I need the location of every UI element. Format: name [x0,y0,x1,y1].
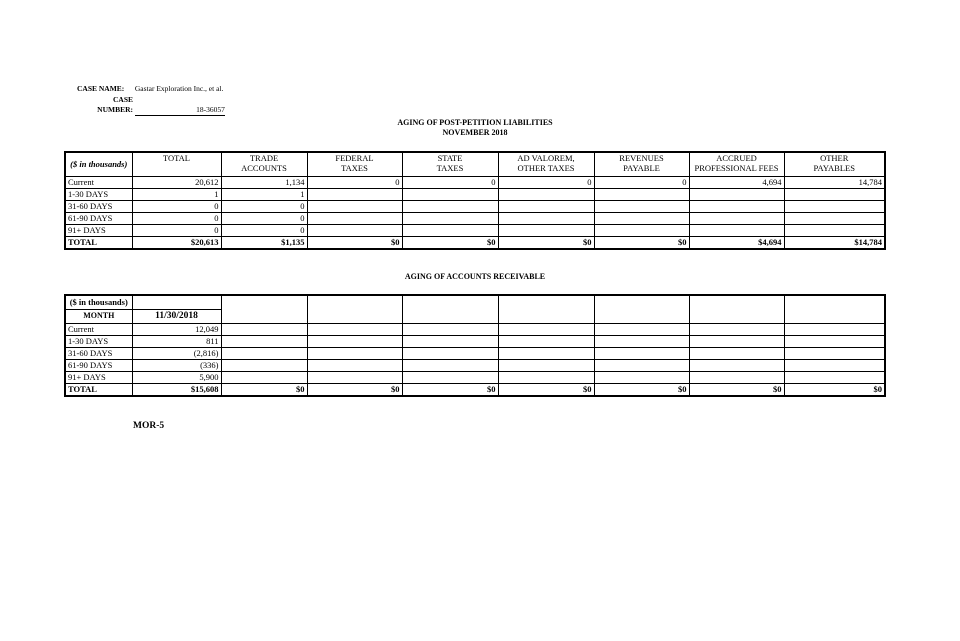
table-cell: 5,900 [132,371,221,383]
empty-cell [307,371,402,383]
table-cell [594,212,689,224]
header-line: ACCOUNTS [241,163,287,173]
row-label: 91+ DAYS [65,371,132,383]
empty-cell [402,347,498,359]
liabilities-column-header [689,152,784,176]
table-cell: (336) [132,359,221,371]
table-cell [689,200,784,212]
table-cell [594,224,689,236]
case-number-line [77,95,225,116]
empty-cell [594,371,689,383]
header-line: TOTAL [162,153,191,163]
table-cell [402,188,498,200]
liabilities-header-row [65,152,885,176]
empty-cell [221,347,307,359]
header-line: OTHER [820,153,849,163]
table-cell [498,224,594,236]
receivables-unit-label: ($ in thousands) [65,295,132,309]
row-label: 31-60 DAYS [65,347,132,359]
total-cell: $0 [498,236,594,249]
table-cell [307,224,402,236]
total-cell: $0 [307,236,402,249]
empty-cell [689,323,784,335]
total-cell: $4,694 [689,236,784,249]
empty-cell [689,335,784,347]
empty-cell [221,323,307,335]
table-row [65,359,885,371]
liabilities-column-header [221,152,307,176]
row-label: Current [65,176,132,188]
empty-cell [498,347,594,359]
blank-header-cell [689,295,784,323]
total-label: TOTAL [65,236,132,249]
row-label: Current [65,323,132,335]
table-cell [402,224,498,236]
header-line: OTHER TAXES [517,163,575,173]
table-cell: 0 [132,224,221,236]
case-name-value: Gastar Exploration Inc., et al. [134,84,224,93]
table-cell [307,212,402,224]
table-cell [689,224,784,236]
table-cell: 0 [221,200,307,212]
empty-cell [784,371,885,383]
table-cell: 1 [132,188,221,200]
liabilities-title: AGING OF POST-PETITION LIABILITIES [397,118,553,127]
table-cell: 0 [132,200,221,212]
blank-header-cell [132,295,221,309]
table-row [65,335,885,347]
table-cell [402,200,498,212]
empty-cell [594,359,689,371]
table-cell [594,188,689,200]
empty-cell [594,335,689,347]
row-label: 31-60 DAYS [65,200,132,212]
table-cell: 0 [594,176,689,188]
table-row [65,212,885,224]
empty-cell [498,323,594,335]
total-cell: $0 [689,383,784,396]
total-cell: $0 [307,383,402,396]
table-cell [307,188,402,200]
receivables-table [64,294,886,397]
empty-cell [307,359,402,371]
empty-cell [784,323,885,335]
empty-cell [689,371,784,383]
empty-cell [307,347,402,359]
table-cell: 0 [221,224,307,236]
row-label: 61-90 DAYS [65,359,132,371]
blank-header-cell [784,295,885,323]
total-cell: $1,135 [221,236,307,249]
liabilities-column-header [402,152,498,176]
header-line: REVENUES [619,153,664,163]
table-row [65,176,885,188]
table-row [65,188,885,200]
total-cell: $0 [594,383,689,396]
empty-cell [402,323,498,335]
blank-header-cell [594,295,689,323]
liabilities-table [64,151,886,250]
receivables-unit-row [65,295,885,309]
liabilities-subtitle: NOVEMBER 2018 [442,128,508,137]
table-cell [307,200,402,212]
row-label: 91+ DAYS [65,224,132,236]
table-row [65,323,885,335]
total-cell: $0 [498,383,594,396]
empty-cell [689,359,784,371]
form-id: MOR-5 [133,421,165,431]
table-cell [498,212,594,224]
row-label: 61-90 DAYS [65,212,132,224]
total-cell: $0 [594,236,689,249]
header-line: STATE [437,153,463,163]
table-cell: 20,612 [132,176,221,188]
table-cell: (2,816) [132,347,221,359]
empty-cell [402,335,498,347]
empty-cell [221,359,307,371]
total-row [65,236,885,249]
table-cell: 1 [221,188,307,200]
blank-header-cell [402,295,498,323]
table-cell: 14,784 [784,176,885,188]
liabilities-column-header [784,152,885,176]
total-cell: $14,784 [784,236,885,249]
case-name-line [77,84,223,94]
table-cell [689,188,784,200]
empty-cell [498,335,594,347]
empty-cell [307,323,402,335]
total-label: TOTAL [65,383,132,396]
empty-cell [402,359,498,371]
table-cell [784,212,885,224]
table-cell [594,200,689,212]
table-cell: 12,049 [132,323,221,335]
header-line: ACCRUED [716,153,757,163]
table-cell [498,188,594,200]
liabilities-column-header [498,152,594,176]
empty-cell [221,371,307,383]
total-cell: $0 [221,383,307,396]
table-cell: 0 [221,212,307,224]
empty-cell [498,359,594,371]
empty-cell [784,359,885,371]
total-row [65,383,885,396]
table-cell [784,188,885,200]
liabilities-unit-label: ($ in thousands) [65,152,132,176]
row-label: 1-30 DAYS [65,188,132,200]
case-number-value: 18-36057 [135,105,225,116]
empty-cell [307,335,402,347]
case-name-label: CASE NAME: [77,84,125,93]
empty-cell [594,347,689,359]
header-line: TRADE [249,153,279,163]
total-cell: $0 [784,383,885,396]
header-line: FEDERAL [335,153,374,163]
liabilities-column-header [594,152,689,176]
header-line: PROFESSIONAL FEES [694,163,779,173]
table-cell [402,212,498,224]
table-cell: 811 [132,335,221,347]
table-cell: 0 [498,176,594,188]
empty-cell [498,371,594,383]
month-label: MONTH [65,309,132,323]
empty-cell [594,323,689,335]
total-cell: $0 [402,383,498,396]
table-cell [689,212,784,224]
table-cell [498,200,594,212]
table-cell [784,224,885,236]
header-line: AD VALOREM, [517,153,575,163]
empty-cell [689,347,784,359]
table-row [65,371,885,383]
month-value: 11/30/2018 [132,309,221,323]
table-cell: 1,134 [221,176,307,188]
table-row [65,347,885,359]
blank-header-cell [221,295,307,323]
liabilities-column-header [132,152,221,176]
total-cell: $15,608 [132,383,221,396]
receivables-title: AGING OF ACCOUNTS RECEIVABLE [404,272,546,281]
row-label: 1-30 DAYS [65,335,132,347]
header-line: PAYABLES [813,163,855,173]
table-cell: 0 [132,212,221,224]
blank-header-cell [498,295,594,323]
header-line: TAXES [436,163,464,173]
total-cell: $20,613 [132,236,221,249]
empty-cell [784,335,885,347]
table-row [65,200,885,212]
table-cell: 0 [307,176,402,188]
table-cell: 0 [402,176,498,188]
header-line: TAXES [341,163,368,173]
header-line: PAYABLE [623,163,660,173]
table-cell [784,200,885,212]
empty-cell [784,347,885,359]
case-number-label: CASE NUMBER: [97,95,133,114]
liabilities-column-header [307,152,402,176]
table-cell: 4,694 [689,176,784,188]
blank-header-cell [307,295,402,323]
total-cell: $0 [402,236,498,249]
table-row [65,224,885,236]
empty-cell [221,335,307,347]
empty-cell [402,371,498,383]
